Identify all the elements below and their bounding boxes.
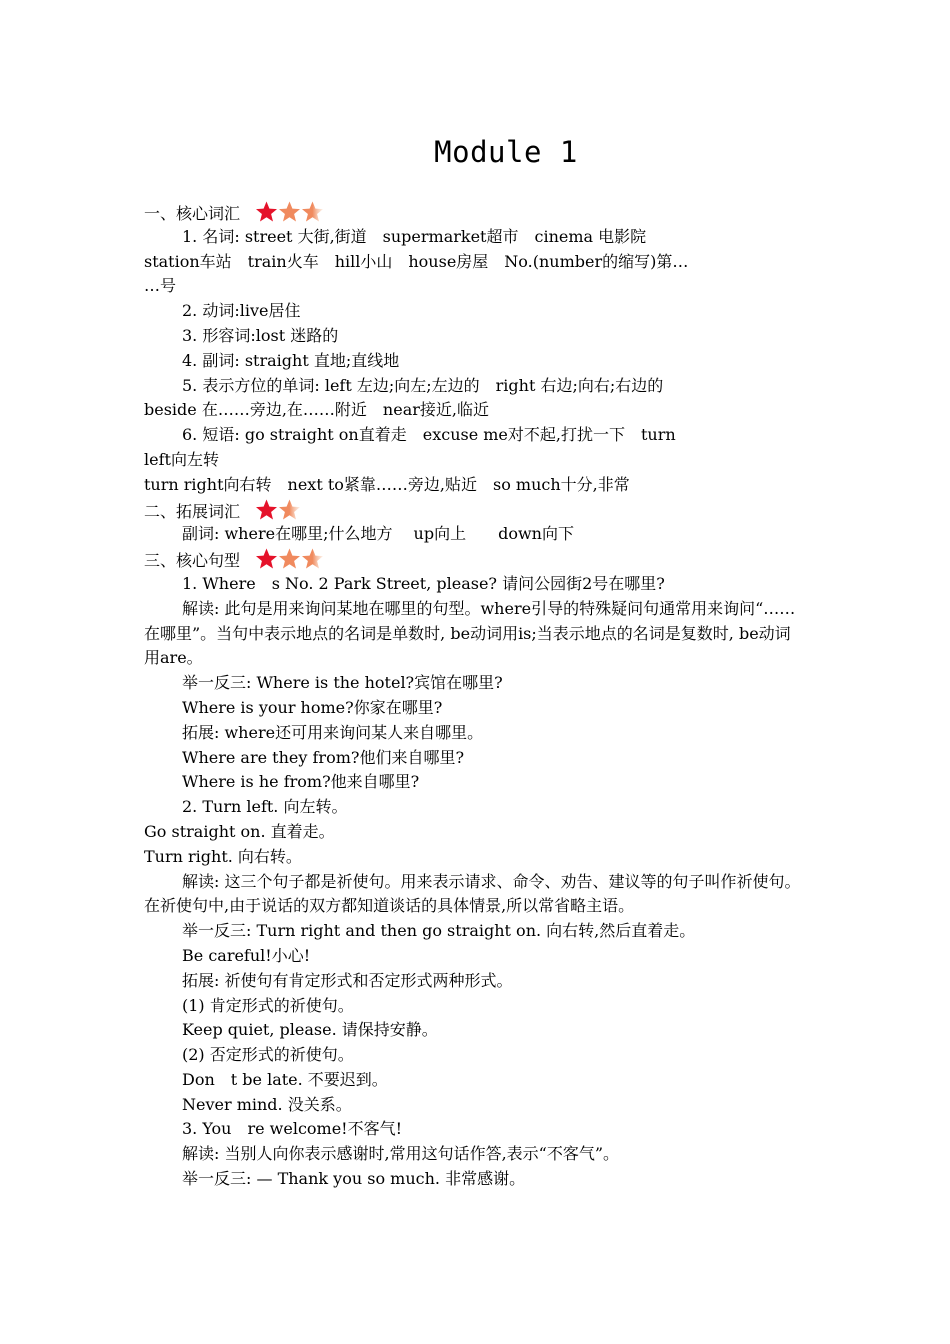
text-line: left向左转: [144, 449, 219, 469]
text-line: 3. You re welcome!不客气!: [182, 1119, 403, 1139]
text-line: station车站 train火车 hill小山 house房屋 No.(number的缩写)第…: [144, 251, 689, 271]
star-rating: [254, 498, 300, 521]
star-rating: [254, 200, 323, 223]
star-rating: [254, 547, 323, 570]
page-title: Module 1: [434, 135, 578, 169]
text-line: Where is he from?他来自哪里?: [182, 772, 420, 792]
explanation-paragraph: 解读: 这三个句子都是祈使句。用来表示请求、命令、劝告、建议等的句子叫作祈使句。在祈使句中,由于说话的双方都知道谈话的具体情景,所以常省略主语。: [144, 871, 801, 916]
text-line: 举一反三: — Thank you so much. 非常感谢。: [182, 1169, 526, 1189]
text-line: Never mind. 没关系。: [182, 1094, 352, 1114]
text-line: 拓展: 祈使句有肯定形式和否定形式两种形式。: [182, 970, 513, 990]
text-line: beside 在……旁边,在……附近 near接近,临近: [144, 400, 489, 420]
text-line: turn right向右转 next to紧靠……旁边,贴近 so much十分,非常: [144, 474, 630, 494]
text-line: 举一反三: Turn right and then go straight on. 向右转,然后直着走。: [182, 921, 696, 941]
text-line: (2) 否定形式的祈使句。: [182, 1045, 354, 1065]
text-line: 副词: where在哪里;什么地方 up向上 down向下: [182, 524, 574, 544]
text-line: 2. Turn left. 向左转。: [182, 797, 348, 817]
star-icon: [277, 200, 302, 223]
document-body: [144, 200, 804, 1192]
text-line: Where is your home?你家在哪里?: [182, 697, 443, 717]
star-icon: [277, 547, 302, 570]
heading-text: 一、核心词汇: [144, 204, 241, 223]
text-line: 拓展: where还可用来询问某人来自哪里。: [182, 722, 484, 742]
half-star-icon: [277, 498, 302, 521]
heading-text: 三、核心句型: [144, 551, 241, 571]
text-line: 2. 动词:live居住: [182, 301, 301, 321]
heading-text: 二、拓展词汇: [144, 501, 241, 521]
star-icon: [254, 547, 279, 570]
section-heading-core-sentences: [144, 547, 804, 572]
text-line: Keep quiet, please. 请保持安静。: [182, 1020, 438, 1040]
text-line: 1. 名词: street 大街,街道 supermarket超市 cinema 电影院: [182, 226, 647, 246]
text-line: 举一反三: Where is the hotel?宾馆在哪里?: [182, 673, 503, 693]
text-line: 3. 形容词:lost 迷路的: [182, 325, 339, 345]
text-line: 解读: 当别人向你表示感谢时,常用这句话作答,表示“不客气”。: [182, 1144, 620, 1164]
text-line: …号: [144, 276, 177, 296]
half-star-icon: [300, 200, 325, 223]
text-line: (1) 肯定形式的祈使句。: [182, 995, 354, 1015]
text-line: 5. 表示方位的单词: left 左边;向左;左边的 right 右边;向右;右边的: [182, 375, 664, 395]
text-line: Go straight on. 直着走。: [144, 821, 335, 841]
explanation-paragraph: 解读: 此句是用来询问某地在哪里的句型。where引导的特殊疑问句通常用来询问“……在哪里”。当句中表示地点的名词是单数时, be动词用is;当表示地点的名词是复数时, be动词用are。: [144, 598, 796, 668]
text-line: Where are they from?他们来自哪里?: [182, 747, 465, 767]
star-icon: [254, 200, 279, 223]
half-star-icon: [300, 547, 325, 570]
section-heading-core-vocab: [144, 200, 804, 225]
star-icon: [254, 498, 279, 521]
text-line: Be careful!小心!: [182, 945, 311, 965]
text-line: Don t be late. 不要迟到。: [182, 1069, 388, 1089]
text-line: 4. 副词: straight 直地;直线地: [182, 350, 400, 370]
text-line: 1. Where s No. 2 Park Street, please? 请问公园街2号在哪里?: [182, 573, 665, 593]
text-line: Turn right. 向右转。: [144, 846, 302, 866]
text-line: 6. 短语: go straight on直着走 excuse me对不起,打扰一下 turn: [182, 425, 676, 445]
section-heading-extended-vocab: [144, 498, 804, 523]
